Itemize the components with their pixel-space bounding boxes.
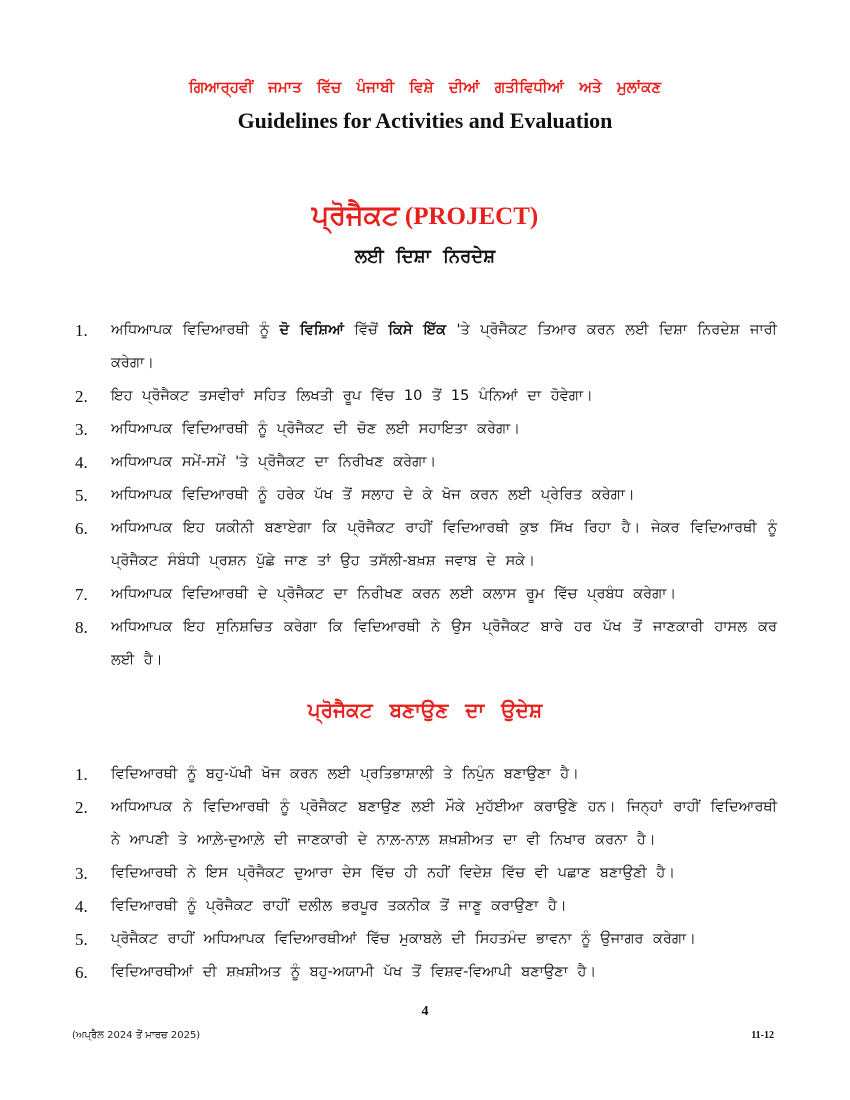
item-text: ਵਿਦਿਆਰਥੀ ਨੂੰ ਪ੍ਰੋਜੈਕਟ ਰਾਹੀਂ ਦਲੀਲ ਭਰਪੂਰ ਤਕਨੀਕ ਤੋਂ ਜਾਣੂ ਕਰਾਉਣਾ ਹੈ। xyxy=(111,898,567,914)
item-text: ਇਹ ਪ੍ਰੋਜੈਕਟ ਤਸਵੀਰਾਂ ਸਹਿਤ ਲਿਖਤੀ ਰੂਪ ਵਿੱਚ 10 ਤੋਂ 15 ਪੰਨਿਆਂ ਦਾ ਹੋਵੇਗਾ। xyxy=(111,388,593,404)
item-number: 3. xyxy=(75,864,88,883)
item-number: 1. xyxy=(75,765,88,784)
list-item xyxy=(75,413,777,446)
item-text: ਵਿਦਿਆਰਥੀ ਨੇ ਇਸ ਪ੍ਰੋਜੈਕਟ ਦੁਆਰਾ ਦੇਸ ਵਿੱਚ ਹੀ ਨਹੀਂ ਵਿਦੇਸ਼ ਵਿੱਚ ਵੀ ਪਛਾਣ ਬਣਾਉਣੀ ਹੈ। xyxy=(111,865,676,881)
list-item xyxy=(75,758,777,791)
item-text: ਅਧਿਆਪਕ ਨੇ ਵਿਦਿਆਰਥੀ ਨੂੰ ਪ੍ਰੋਜੈਕਟ ਬਣਾਉਣ ਲਈ ਮੌਕੇ ਮੁਹੱਈਆ ਕਰਾਉਣੇ ਹਨ। ਜਿਨ੍ਹਾਂ ਰਾਹੀਂ ਵਿਦਿਆਰਥੀ ਨੇ ਆਪਣੀ ਤੇ ਆਲ਼ੇ-ਦੁਆਲ਼ੇ ਦੀ ਜਾਣਕਾਰੀ ਦੇ ਨਾਲ਼-ਨਾਲ਼ ਸ਼ਖ਼ਸ਼ੀਅਤ ਦਾ ਵੀ ਨਿਖਾਰ ਕਰਨਾ ਹੈ। xyxy=(111,799,777,848)
item-number: 5. xyxy=(75,486,88,505)
list-item xyxy=(75,380,777,413)
bold-phrase: ਕਿਸੇ ਇੱਕ xyxy=(388,322,446,338)
item-number: 1. xyxy=(75,321,88,340)
list-item xyxy=(75,512,777,578)
list-item xyxy=(75,611,777,677)
list-item xyxy=(75,446,777,479)
objectives-heading: ਪ੍ਰੋਜੈਕਟ ਬਣਾਉਣ ਦਾ ਉਦੇਸ਼ xyxy=(307,698,543,722)
item-number: 3. xyxy=(75,420,88,439)
item-text: ਅਧਿਆਪਕ ਵਿਦਿਆਰਥੀ ਨੂੰ ਪ੍ਰੋਜੈਕਟ ਦੀ ਚੋਣ ਲਈ ਸਹਾਇਤਾ ਕਰੇਗਾ। xyxy=(111,421,520,437)
list-item xyxy=(75,791,777,857)
item-text: ਵਿਦਿਆਰਥੀ ਨੂੰ ਬਹੁ-ਪੱਖੀ ਖੋਜ ਕਰਨ ਲਈ ਪ੍ਰਤਿਭਾਸ਼ਾਲੀ ਤੇ ਨਿਪੁੰਨ ਬਣਾਉਣਾ ਹੈ। xyxy=(111,766,579,782)
item-text: ਵਿਦਿਆਰਥੀਆਂ ਦੀ ਸ਼ਖ਼ਸ਼ੀਅਤ ਨੂੰ ਬਹੁ-ਅਯਾਮੀ ਪੱਖ ਤੋਂ ਵਿਸ਼ਵ-ਵਿਆਪੀ ਬਣਾਉਣਾ ਹੈ। xyxy=(111,964,597,980)
item-text: ਅਧਿਆਪਕ ਵਿਦਿਆਰਥੀ ਨੂੰ ਹਰੇਕ ਪੱਖ ਤੋਂ ਸਲਾਹ ਦੇ ਕੇ ਖੋਜ ਕਰਨ ਲਈ ਪ੍ਰੇਰਿਤ ਕਰੇਗਾ। xyxy=(111,487,635,503)
title-punjabi: ਪ੍ਰੋਜੈਕਟ xyxy=(311,200,400,231)
item-number: 6. xyxy=(75,963,88,982)
list-item xyxy=(75,578,777,611)
list-item xyxy=(75,479,777,512)
list-item xyxy=(75,956,777,989)
item-text: ਅਧਿਆਪਕ ਵਿਦਿਆਰਥੀ ਦੇ ਪ੍ਰੋਜੈਕਟ ਦਾ ਨਿਰੀਖਣ ਕਰਨ ਲਈ ਕਲਾਸ ਰੂਮ ਵਿੱਚ ਪ੍ਰਬੰਧ ਕਰੇਗਾ। xyxy=(111,586,677,602)
item-text: ਅਧਿਆਪਕ ਵਿਦਿਆਰਥੀ ਨੂੰ ਦੋ ਵਿਸ਼ਿਆਂ ਵਿੱਚੋਂ ਕਿਸੇ ਇੱਕ 'ਤੇ ਪ੍ਰੋਜੈਕਟ ਤਿਆਰ ਕਰਨ ਲਈ ਦਿਸ਼ਾ ਨਿਰਦੇਸ਼ ਜਾਰੀ ਕਰੇਗਾ। xyxy=(111,322,777,371)
footer-class-range: 11-12 xyxy=(751,1030,774,1041)
item-number: 6. xyxy=(75,519,88,538)
item-text: ਅਧਿਆਪਕ ਇਹ ਯਕੀਨੀ ਬਣਾਏਗਾ ਕਿ ਪ੍ਰੋਜੈਕਟ ਰਾਹੀਂ ਵਿਦਿਆਰਥੀ ਕੁਝ ਸਿੱਖ ਰਿਹਾ ਹੈ। ਜੇਕਰ ਵਿਦਿਆਰਥੀ ਨੂੰ ਪ੍ਰੋਜੈਕਟ ਸੰਬੰਧੀ ਪ੍ਰਸ਼ਨ ਪੁੱਛੇ ਜਾਣ ਤਾਂ ਉਹ ਤਸੱਲੀ-ਬਖ਼ਸ਼ ਜਵਾਬ ਦੇ ਸਕੇ। xyxy=(111,520,777,569)
page-title xyxy=(0,200,850,232)
item-number: 5. xyxy=(75,930,88,949)
item-number: 4. xyxy=(75,453,88,472)
item-number: 7. xyxy=(75,585,88,604)
list-item xyxy=(75,890,777,923)
item-number: 8. xyxy=(75,618,88,637)
page-number: 4 xyxy=(421,1004,429,1019)
list-item xyxy=(75,314,777,380)
guidelines-list xyxy=(75,314,777,677)
item-text: ਅਧਿਆਪਕ ਇਹ ਸੁਨਿਸ਼ਚਿਤ ਕਰੇਗਾ ਕਿ ਵਿਦਿਆਰਥੀ ਨੇ ਉਸ ਪ੍ਰੋਜੈਕਟ ਬਾਰੇ ਹਰ ਪੱਖ ਤੋਂ ਜਾਣਕਾਰੀ ਹਾਸਲ ਕਰ ਲਈ ਹੈ। xyxy=(111,619,777,668)
footer-session: (ਅਪ੍ਰੈਲ 2024 ਤੋਂ ਮਾਰਚ 2025) xyxy=(72,1030,201,1041)
item-text: ਪ੍ਰੋਜੈਕਟ ਰਾਹੀਂ ਅਧਿਆਪਕ ਵਿਦਿਆਰਥੀਆਂ ਵਿੱਚ ਮੁਕਾਬਲੇ ਦੀ ਸਿਹਤਮੰਦ ਭਾਵਨਾ ਨੂੰ ਉਜਾਗਰ ਕਰੇਗਾ। xyxy=(111,931,696,947)
list-item xyxy=(75,923,777,956)
item-text: ਅਧਿਆਪਕ ਸਮੇਂ-ਸਮੇਂ 'ਤੇ ਪ੍ਰੋਜੈਕਟ ਦਾ ਨਿਰੀਖਣ ਕਰੇਗਾ। xyxy=(111,454,437,470)
header-english-title: Guidelines for Activities and Evaluation xyxy=(237,108,613,133)
title-english: (PROJECT) xyxy=(404,203,539,230)
item-number: 2. xyxy=(75,387,88,406)
list-item xyxy=(75,857,777,890)
bold-phrase: ਦੋ ਵਿਸ਼ਿਆਂ xyxy=(279,322,344,338)
objectives-list xyxy=(75,758,777,989)
item-number: 2. xyxy=(75,798,88,817)
item-number: 4. xyxy=(75,897,88,916)
header-punjabi-title: ਗਿਆਰ੍ਹਵੀਂ ਜਮਾਤ ਵਿੱਚ ਪੰਜਾਬੀ ਵਿਸ਼ੇ ਦੀਆਂ ਗਤੀਵਿਧੀਆਂ ਅਤੇ ਮੁਲਾਂਕਣ xyxy=(188,78,662,96)
page-subtitle: ਲਈ ਦਿਸ਼ਾ ਨਿਰਦੇਸ਼ xyxy=(354,246,496,267)
